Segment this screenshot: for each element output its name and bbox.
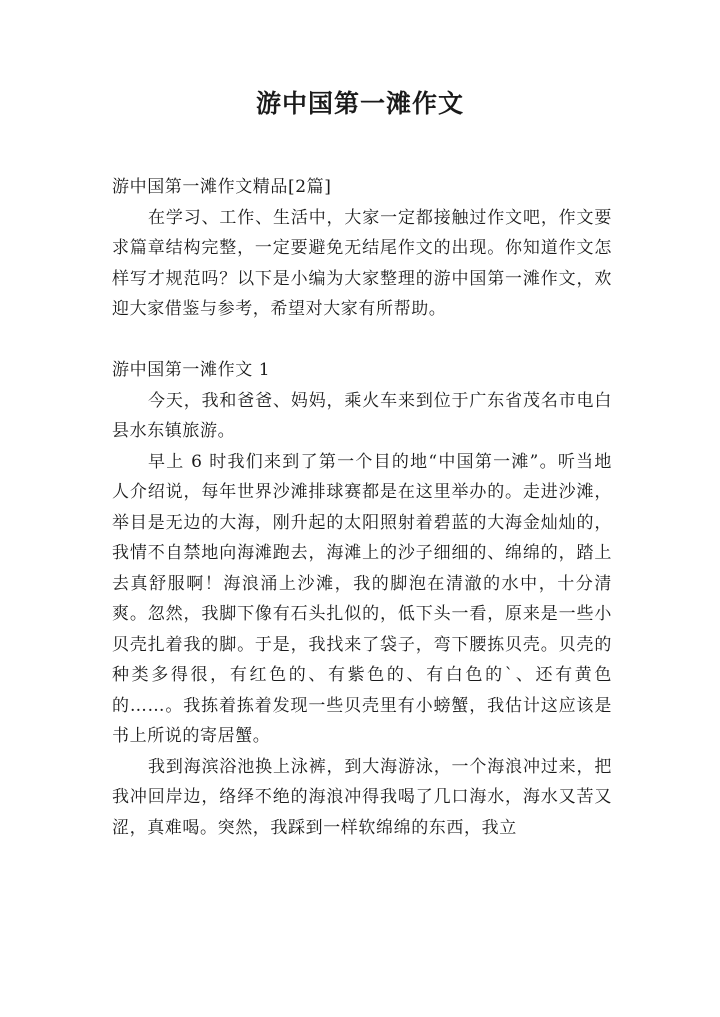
- body-paragraph-1: 今天，我和爸爸、妈妈，乘火车来到位于广东省茂名市电白县水东镇旅游。: [112, 390, 612, 441]
- document-title: 游中国第一滩作文: [255, 89, 464, 118]
- body-paragraph-3: 我到海滨浴池换上泳裤，到大海游泳，一个海浪冲过来，把我冲回岸边，络绎不绝的海浪冲得我喝了几口海水，海水又苦又涩，真难喝。突然，我踩到一样软绵绵的东西，我立: [112, 756, 612, 838]
- document-body: [112, 172, 612, 843]
- paragraph-gap: [112, 325, 612, 356]
- document-subtitle: 游中国第一滩作文精品[2篇]: [112, 177, 332, 197]
- intro-paragraph: 在学习、工作、生活中，大家一定都接触过作文吧，作文要求篇章结构完整，一定要避免无结尾作文的出现。你知道作文怎样写才规范吗？以下是小编为大家整理的游中国第一滩作文，欢迎大家借鉴与参考，希望对大家有所帮助。: [112, 207, 612, 319]
- section-heading: 游中国第一滩作文 1: [112, 360, 271, 380]
- body-paragraph-2: 早上 6 时我们来到了第一个目的地“中国第一滩”。听当地人介绍说，每年世界沙滩排球赛都是在这里举办的。走进沙滩，举目是无边的大海，刚升起的太阳照射着碧蓝的大海金灿灿的，我情不自禁地向海滩跑去，海滩上的沙子细细的、绵绵的，踏上去真舒服啊！海浪涌上沙滩，我的脚泡在清澈的水中，十分清爽。忽然，我脚下像有石头扎似的，低下头一看，原来是一些小贝壳扎着我的脚。于是，我找来了袋子，弯下腰拣贝壳。贝壳的种类多得很，有红色的、有紫色的、有白色的`、还有黄色的……。我拣着拣着发现一些贝壳里有小螃蟹，我估计这应该是书上所说的寄居蟹。: [112, 451, 612, 746]
